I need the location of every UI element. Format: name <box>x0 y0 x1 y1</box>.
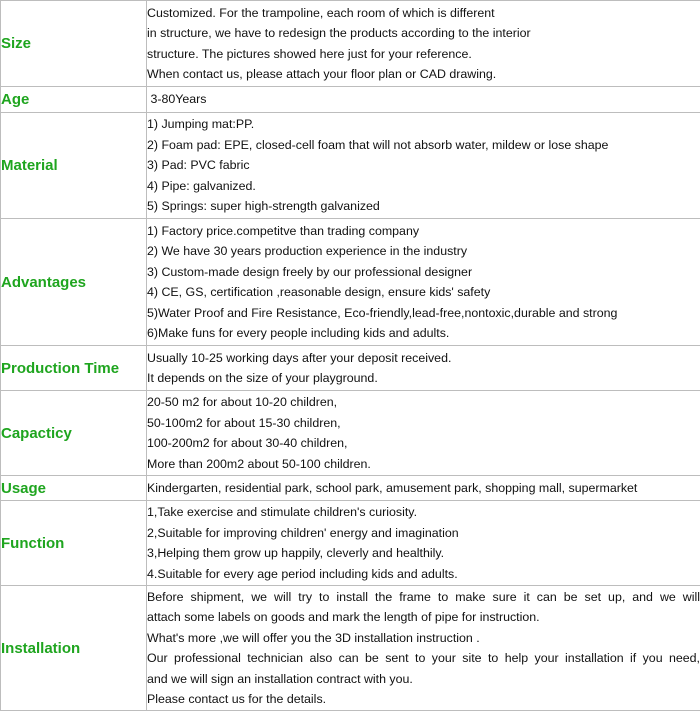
value-line: 5) Springs: super high-strength galvanized <box>147 199 380 214</box>
value-line: Customized. For the trampoline, each room of which is different <box>147 5 495 20</box>
row-label-age: Age <box>1 87 147 113</box>
value-line: What's more ,we will offer you the 3D installation instruction . <box>147 630 480 645</box>
value-line: 100-200m2 for about 30-40 children, <box>147 436 348 450</box>
row-installation <box>1 586 700 711</box>
row-age <box>1 87 700 113</box>
value-line: Kindergarten, residential park, school park, amusement park, shopping mall, supermarket <box>147 480 638 495</box>
value-line: 4.Suitable for every age period including kids and adults. <box>147 566 458 581</box>
value-line: More than 200m2 about 50-100 children. <box>147 456 371 471</box>
value-line: structure. The pictures showed here just for your reference. <box>147 46 472 61</box>
value-line: Usually 10-25 working days after your deposit received. <box>147 350 452 365</box>
row-value-material <box>147 113 700 219</box>
row-value-size <box>147 1 700 87</box>
row-material <box>1 113 700 219</box>
row-advantages <box>1 219 700 346</box>
value-line: Please contact us for the details. <box>147 692 327 706</box>
row-label-usage: Usage <box>1 476 147 501</box>
value-line: 3) Custom-made design freely by our professional designer <box>147 264 473 279</box>
row-label-function: Function <box>1 501 147 586</box>
value-line: 2,Suitable for improving children' energy and imagination <box>147 525 459 540</box>
value-line: 3,Helping them grow up happily, cleverly and healthily. <box>147 546 445 560</box>
row-label-size: Size <box>1 1 147 87</box>
value-line: 50-100m2 for about 15-30 children, <box>147 415 341 430</box>
row-label-installation: Installation <box>1 586 147 711</box>
row-label-production-time: Production Time <box>1 346 147 391</box>
value-line: 4) CE, GS, certification ,reasonable design, ensure kids' safety <box>147 285 491 299</box>
value-line: 2) We have 30 years production experience in the industry <box>147 244 468 258</box>
row-value-production-time <box>147 346 700 391</box>
value-line: 1) Jumping mat:PP. <box>147 117 255 132</box>
value-line: attach some labels on goods and mark the length of pipe for instruction. <box>147 610 540 624</box>
value-line: in structure, we have to redesign the products according to the interior <box>147 26 531 40</box>
value-line: 1) Factory price.competitve than trading company <box>147 223 420 238</box>
value-line: Our professional technician also can be sent to your site to help your installation if you need, <box>147 651 700 665</box>
row-capacity <box>1 391 700 476</box>
row-value-installation <box>147 586 700 711</box>
row-usage <box>1 476 700 501</box>
row-value-usage <box>147 476 700 501</box>
row-function <box>1 501 700 586</box>
value-line: When contact us, please attach your floor plan or CAD drawing. <box>147 67 497 81</box>
row-label-capacity: Capacticу <box>1 391 147 476</box>
row-size <box>1 1 700 87</box>
value-line: 6)Make funs for every people including kids and adults. <box>147 326 450 340</box>
value-line: 3-80Years <box>147 92 207 107</box>
row-value-advantages <box>147 219 700 346</box>
row-label-material: Material <box>1 113 147 219</box>
value-line: 1,Take exercise and stimulate children's curiosity. <box>147 505 418 519</box>
value-line: 4) Pipe: galvanized. <box>147 178 256 193</box>
value-line: 20-50 m2 for about 10-20 children, <box>147 395 338 409</box>
value-line: and we will sign an installation contract with you. <box>147 671 413 686</box>
row-value-capacity <box>147 391 700 476</box>
value-line: 3) Pad: PVC fabric <box>147 158 250 173</box>
value-line: 5)Water Proof and Fire Resistance, Eco-friendly,lead-free,nontoxic,durable and strong <box>147 305 618 320</box>
value-line: Before shipment, we will try to install the frame to make sure it can be set up, and we will <box>147 589 700 604</box>
row-value-age <box>147 87 700 113</box>
value-line: 2) Foam pad: EPE, closed-cell foam that will not absorb water, mildew or lose shape <box>147 137 609 152</box>
row-value-function <box>147 501 700 586</box>
row-label-advantages: Advantages <box>1 219 147 346</box>
row-production-time <box>1 346 700 391</box>
value-line: It depends on the size of your playground. <box>147 371 378 385</box>
